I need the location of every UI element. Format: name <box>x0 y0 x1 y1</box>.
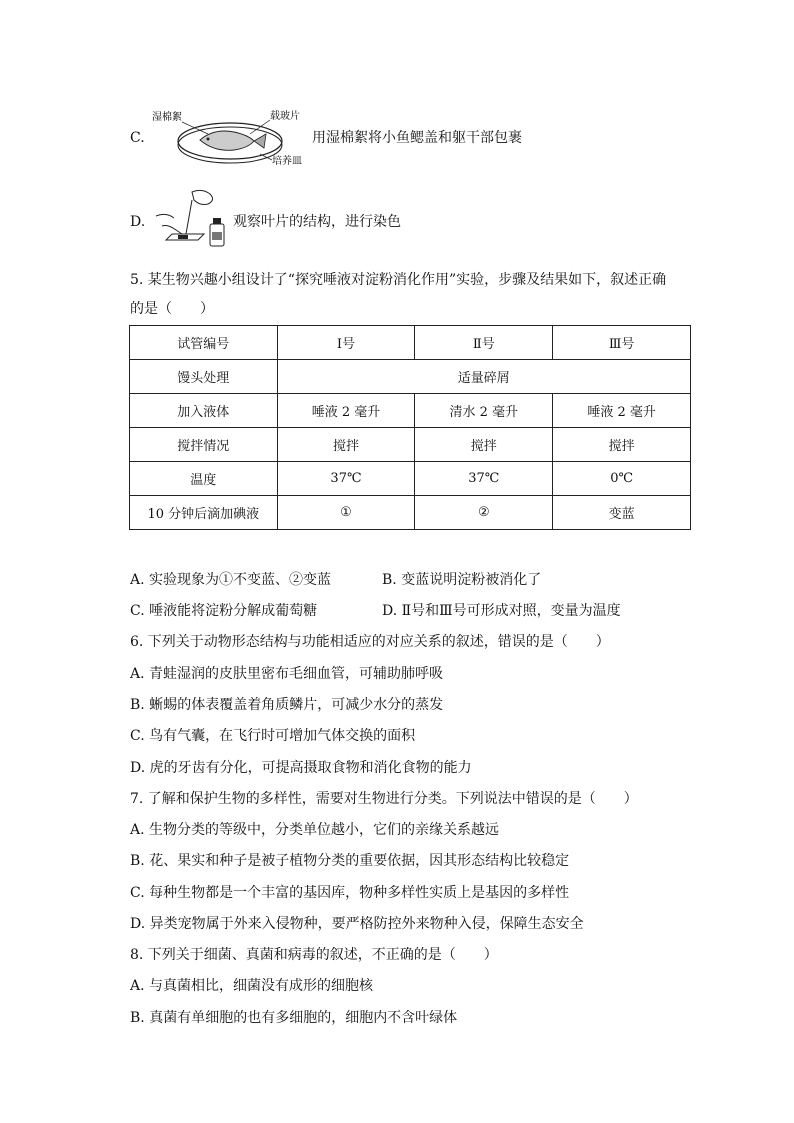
q6-option-c: C. 鸟有气囊，在飞行时可增加气体交换的面积 <box>130 728 416 744</box>
q7-option-a: A. 生物分类的等级中，分类单位越小，它们的亲缘关系越远 <box>130 822 500 838</box>
fig-label-dish: 培养皿 <box>272 156 302 167</box>
table-row-temp <box>130 462 691 496</box>
leaf-staining-figure <box>152 186 232 250</box>
fig-label-wet-cotton: 湿棉絮 <box>152 112 182 123</box>
q7-option-d: D. 异类宠物属于外来入侵物种，要严格防控外来物种入侵，保障生态安全 <box>130 916 584 932</box>
table-cell: 适量碎屑 <box>277 360 690 394</box>
table-cell: 搅拌情况 <box>130 428 278 462</box>
q8-stem: 8. 下列关于细菌、真菌和病毒的叙述，不正确的是（ ） <box>130 947 498 963</box>
table-row-stir <box>130 428 691 462</box>
table-cell: 变蓝 <box>553 496 691 530</box>
table-row-header <box>130 326 691 360</box>
table-cell: ① <box>277 496 415 530</box>
q5-option-d: D. Ⅱ号和Ⅲ号可形成对照，变量为温度 <box>382 603 621 619</box>
table-cell: Ⅱ号 <box>415 326 553 360</box>
q4-option-c-letter: C. <box>130 130 145 146</box>
table-cell: 搅拌 <box>277 428 415 462</box>
table-cell: 搅拌 <box>553 428 691 462</box>
table-cell: 清水 2 毫升 <box>415 394 553 428</box>
table-cell: 10 分钟后滴加碘液 <box>130 496 278 530</box>
table-cell: 37℃ <box>415 462 553 496</box>
table-cell: 0℃ <box>553 462 691 496</box>
table-row-iodine <box>130 496 691 530</box>
q4-option-d-letter: D. <box>130 214 146 230</box>
q8-option-a: A. 与真菌相比，细菌没有成形的细胞核 <box>130 978 374 994</box>
q5-option-b: B. 变蓝说明淀粉被消化了 <box>382 572 542 588</box>
table-row-liquid <box>130 394 691 428</box>
q4-option-c-text: 用湿棉絮将小鱼鳃盖和躯干部包裹 <box>312 130 522 146</box>
fig-label-slide: 载玻片 <box>270 111 300 122</box>
q7-stem: 7. 了解和保护生物的多样性，需要对生物进行分类。下列说法中错误的是（ ） <box>130 791 638 807</box>
table-cell: 唾液 2 毫升 <box>277 394 415 428</box>
q8-option-b: B. 真菌有单细胞的也有多细胞的，细胞内不含叶绿体 <box>130 1010 458 1026</box>
q6-option-b: B. 蜥蜴的体表覆盖着角质鳞片，可减少水分的蒸发 <box>130 697 444 713</box>
q6-option-d: D. 虎的牙齿有分化，可提高摄取食物和消化食物的能力 <box>130 760 472 776</box>
q6-stem: 6. 下列关于动物形态结构与功能相适应的对应关系的叙述，错误的是（ ） <box>130 634 610 650</box>
q7-option-b: B. 花、果实和种子是被子植物分类的重要依据，因其形态结构比较稳定 <box>130 853 570 869</box>
q5-option-c: C. 唾液能将淀粉分解成葡萄糖 <box>130 603 318 619</box>
q6-option-a: A. 青蛙湿润的皮肤里密布毛细血管，可辅助肺呼吸 <box>130 666 444 682</box>
q5-option-a: A. 实验现象为①不变蓝、②变蓝 <box>130 572 332 588</box>
petri-dish-fish-figure <box>152 108 302 170</box>
table-row-mantou <box>130 360 691 394</box>
table-cell: ② <box>415 496 553 530</box>
table-cell: 试管编号 <box>130 326 278 360</box>
table-cell: Ⅰ号 <box>277 326 415 360</box>
q5-stem-line1: 5. 某生物兴趣小组设计了“探究唾液对淀粉消化作用”实验，步骤及结果如下，叙述正确 <box>130 272 667 288</box>
table-cell: 馒头处理 <box>130 360 278 394</box>
table-cell: 温度 <box>130 462 278 496</box>
table-cell: Ⅲ号 <box>553 326 691 360</box>
q7-option-c: C. 每种生物都是一个丰富的基因库，物种多样性实质上是基因的多样性 <box>130 885 570 901</box>
q4-option-d-text: 观察叶片的结构，进行染色 <box>233 214 401 230</box>
table-cell: 加入液体 <box>130 394 278 428</box>
table-cell: 37℃ <box>277 462 415 496</box>
table-cell: 唾液 2 毫升 <box>553 394 691 428</box>
experiment-table <box>129 325 691 530</box>
q5-stem-line2: 的是（ ） <box>130 301 214 317</box>
table-cell: 搅拌 <box>415 428 553 462</box>
